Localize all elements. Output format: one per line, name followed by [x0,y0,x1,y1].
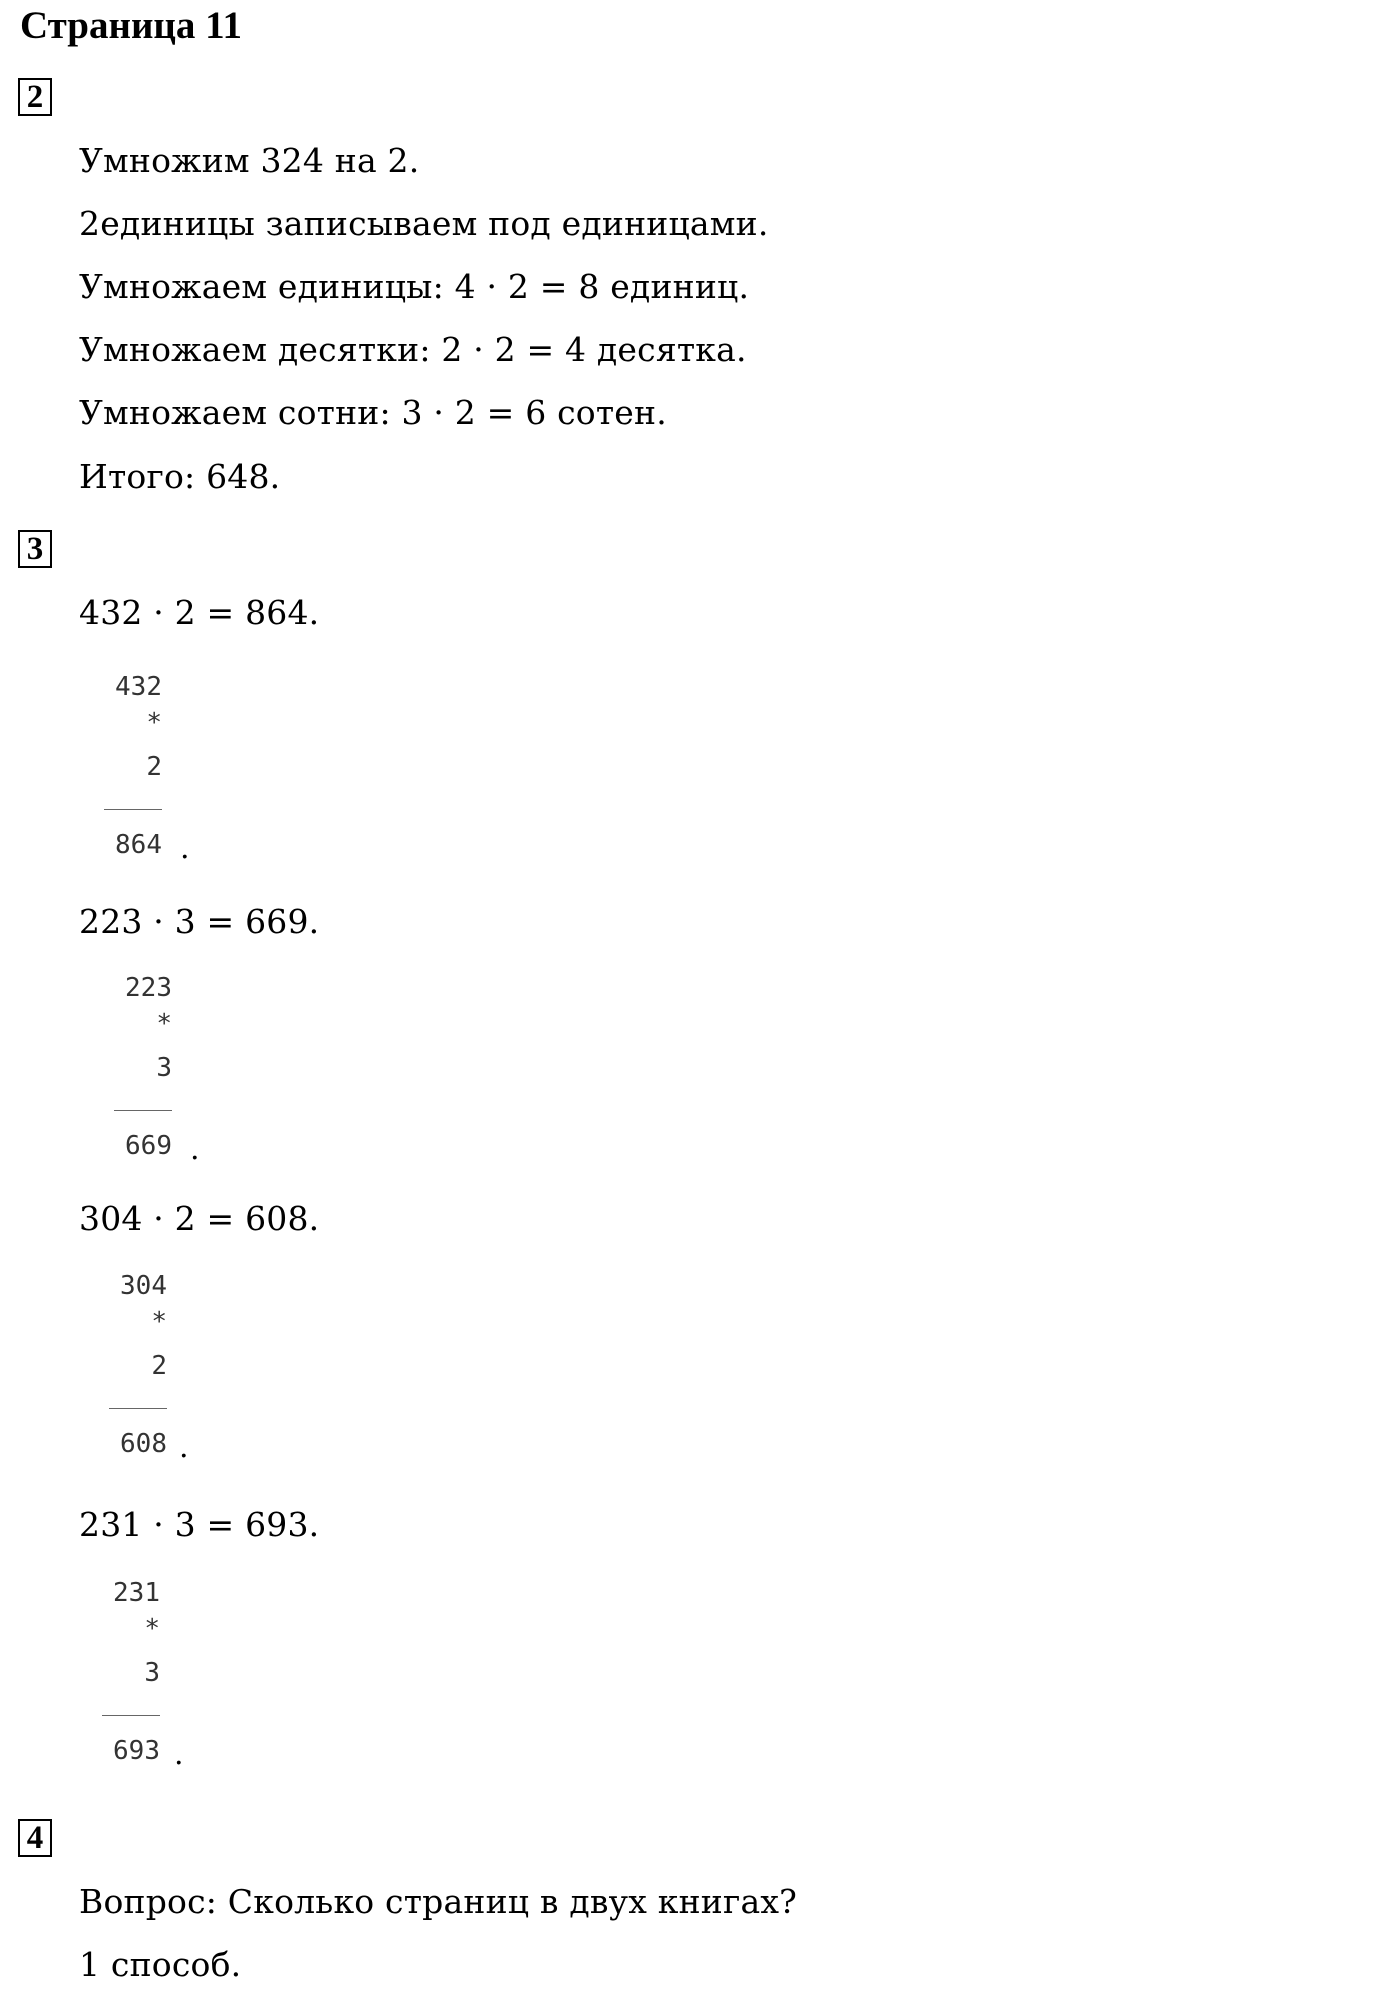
task-number-box: 2 [18,78,52,116]
column-operand-1: 223 [125,973,172,1003]
task3-equation: 432 · 2 = 864. [79,593,320,632]
column-multiplication [98,1578,184,1778]
column-operator: * [146,708,162,738]
column-operand-1: 231 [113,1578,160,1608]
column-operand-1: 304 [120,1271,167,1301]
task2-line: Умножаем десятки: 2 · 2 = 4 десятка. [79,330,747,369]
column-rule [102,1715,160,1716]
column-multiplication [105,1271,189,1471]
task2-line: Умножим 324 на 2. [79,141,420,180]
column-operand-2: 3 [156,1053,172,1083]
column-multiplication [110,973,200,1173]
task2-line: Итого: 648. [79,457,281,496]
column-dot: . [180,831,190,866]
task4-line: Вопрос: Сколько страниц в двух книгах? [79,1882,798,1921]
column-operand-2: 2 [151,1351,167,1381]
task-number-box: 4 [18,1819,52,1857]
task2-line: Умножаем единицы: 4 · 2 = 8 единиц. [79,267,750,306]
column-dot: . [179,1430,189,1465]
task-number-box: 3 [18,530,52,568]
task3-equation: 223 · 3 = 669. [79,902,320,941]
column-dot: . [174,1737,184,1772]
column-operator: * [151,1307,167,1337]
page-title: Страница 11 [20,4,242,47]
column-rule [104,809,162,810]
column-operand-2: 2 [146,752,162,782]
column-multiplication [100,672,190,872]
column-operator: * [156,1009,172,1039]
task3-equation: 231 · 3 = 693. [79,1505,320,1544]
column-result: 864 [115,830,162,860]
task3-equation: 304 · 2 = 608. [79,1199,320,1238]
column-operand-2: 3 [144,1658,160,1688]
task2-line: 2единицы записываем под единицами. [79,204,769,243]
column-result: 669 [125,1131,172,1161]
column-dot: . [190,1132,200,1167]
task2-line: Умножаем сотни: 3 · 2 = 6 сотен. [79,393,667,432]
column-result: 693 [113,1736,160,1766]
column-result: 608 [120,1429,167,1459]
task4-line: 1 способ. [79,1945,242,1984]
column-operator: * [144,1614,160,1644]
column-rule [114,1110,172,1111]
column-rule [109,1408,167,1409]
column-operand-1: 432 [115,672,162,702]
